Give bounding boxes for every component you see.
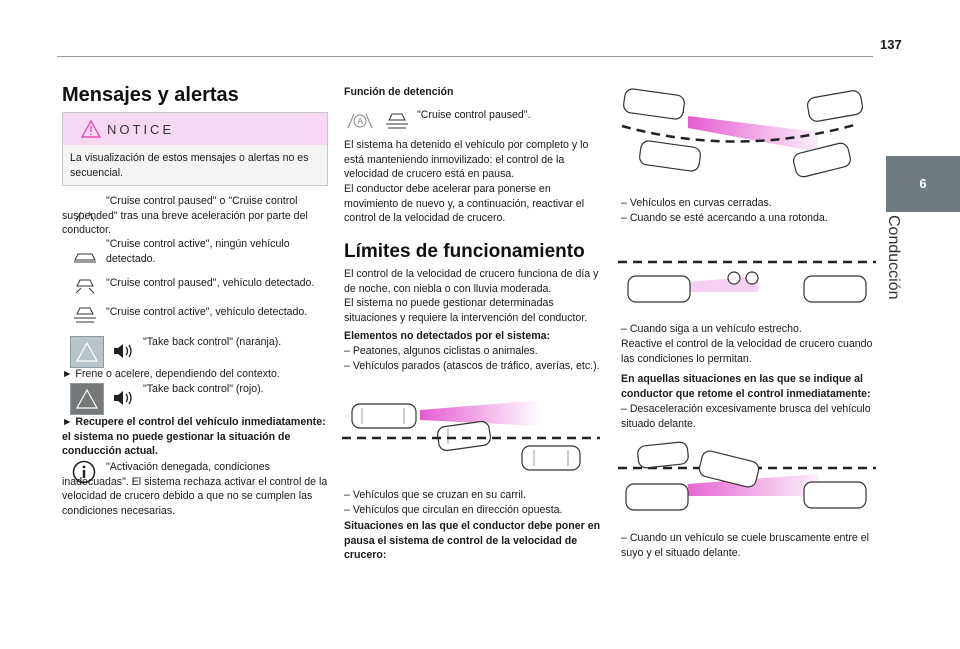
alert-item-3: "Cruise control paused", vehículo detectado.	[106, 277, 315, 289]
curves-item-2: – Cuando se esté acercando a una rotonda.	[621, 212, 828, 224]
stop-message: "Cruise control paused".	[417, 109, 531, 121]
alert-item-6: ► Frene o acelere, dependiendo del contexto.	[62, 368, 280, 380]
undetected-item-2: – Vehículos parados (atascos de tráfico, averías, etc.).	[344, 360, 600, 372]
illustration-crossing-vehicles	[342, 396, 600, 476]
car-active-icon	[72, 306, 98, 324]
undetected-item-1: – Peatones, algunos ciclistas o animales.	[344, 345, 538, 357]
section-title: Mensajes y alertas	[62, 84, 239, 106]
alert-item-1: "Cruise control paused" o "Cruise control suspended" tras una breve aceleración por parte del conductor.	[62, 195, 308, 237]
takeback-orange-icon	[70, 336, 104, 368]
alert-item-2: "Cruise control active", ningún vehículo detectado.	[106, 238, 290, 265]
sound-icon	[112, 389, 136, 407]
car-icon	[72, 250, 98, 264]
notice-header	[63, 113, 327, 145]
car-active-icon	[384, 112, 410, 130]
illustration-narrow-vehicle	[618, 252, 876, 314]
cut-in-item: – Cuando un vehículo se cuele bruscamente entre el suyo y el situado delante.	[621, 532, 869, 559]
limits-text: El control de la velocidad de crucero funciona de día y de noche, con niebla o con lluvia moderada.	[344, 268, 599, 295]
retake-title: En aquellas situaciones en las que se indique al conductor que retome el control inmediatamente:	[621, 373, 871, 400]
lane-item-2: – Vehículos que circulan en dirección opuesta.	[344, 504, 563, 516]
cruise-paused-icon	[345, 112, 375, 130]
alert-item-7: "Take back control" (rojo).	[143, 383, 264, 395]
undetected-title: Elementos no detectados por el sistema:	[344, 330, 551, 342]
stop-text: El sistema ha detenido el vehículo por completo y lo está manteniendo inmovilizado: el control de la velocidad de crucero está en pausa.	[344, 139, 589, 181]
info-text: "Activación denegada, condiciones inadecuadas". El sistema rechaza activar el control de la velocidad de crucero debido a que no se cumplen las condiciones necesarias.	[62, 461, 328, 517]
warning-icon	[81, 120, 101, 138]
narrow-vehicle-item: – Cuando siga a un vehículo estrecho.	[621, 323, 802, 335]
lane-item-1: – Vehículos que se cruzan en su carril.	[344, 489, 526, 501]
notice-label: NOTICE	[107, 122, 175, 137]
header-divider	[57, 56, 873, 57]
limits-text-2: El sistema no puede gestionar determinadas situaciones y requiere la intervención del conductor.	[344, 297, 588, 324]
notice-text: La visualización de estos mensajes o alertas no es secuencial.	[70, 152, 309, 179]
illustration-cut-in	[618, 440, 876, 514]
car-detected-icon	[72, 278, 98, 294]
alert-item-8: ► Recupere el control del vehículo inmediatamente: el sistema no puede gestionar la situación de conducción actual.	[62, 416, 326, 458]
alert-item-5: "Take back control" (naranja).	[143, 336, 282, 348]
alert-item-4: "Cruise control active", vehículo detectado.	[106, 306, 308, 318]
limits-title: Límites de funcionamiento	[344, 241, 585, 262]
svg-text:A: A	[357, 117, 363, 126]
narrow-vehicle-text: Reactive el control de la velocidad de crucero cuando las condiciones lo permitan.	[621, 338, 873, 365]
pause-title: Situaciones en las que el conductor debe poner en pausa el sistema de control de la velocidad de crucero:	[344, 520, 601, 562]
chapter-title: Conducción	[885, 215, 902, 300]
curves-item-1: – Vehículos en curvas cerradas.	[621, 197, 772, 209]
illustration-curves	[618, 88, 876, 188]
takeback-red-icon	[70, 383, 104, 415]
sound-icon	[112, 342, 136, 360]
stop-function-title: Función de detención	[344, 86, 454, 98]
notice-box	[62, 112, 328, 186]
decel-item: – Desaceleración excesivamente brusca del vehículo situado delante.	[621, 403, 871, 430]
stop-text-2: El conductor debe acelerar para ponerse en movimiento de nuevo y, a continuación, reactivar el control de la velocidad de crucero.	[344, 183, 585, 225]
page-number: 137	[880, 37, 902, 52]
chapter-tab[interactable]: 6	[886, 156, 960, 212]
